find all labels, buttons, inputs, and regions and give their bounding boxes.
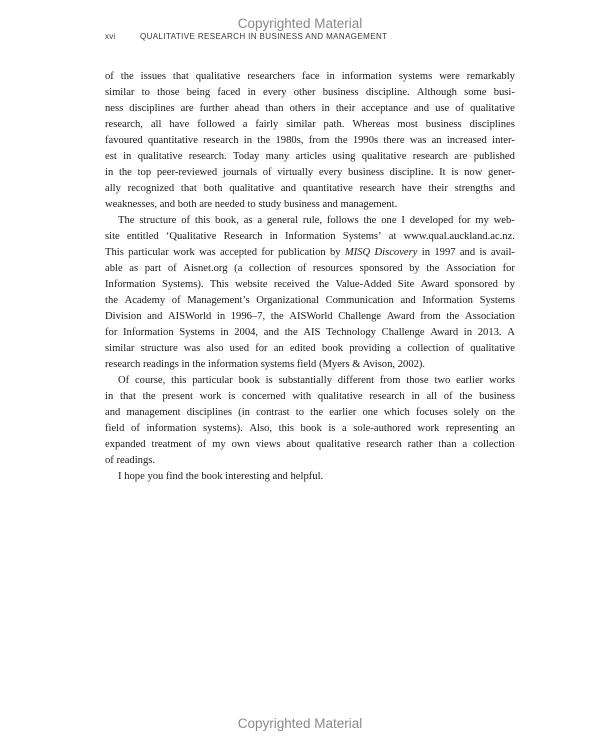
- text-line: similar structure was also used for an edited book providing a collection of qualitative: [105, 343, 515, 354]
- text-line: Information Systems). This website received the Value-Added Site Award sponsored by: [105, 279, 515, 290]
- copyright-watermark-top: Copyrighted Material: [237, 16, 363, 31]
- text-line: favoured quantitative research in the 1980s, from the 1990s there was an increased inter-: [105, 135, 515, 146]
- text-line: in the top peer-reviewed journals of virtually every business discipline. It is now gener-: [105, 167, 515, 178]
- text-line: ness disciplines are further ahead than others in their acceptance and use of qualitative: [105, 103, 515, 114]
- text-line: of readings.: [105, 455, 156, 466]
- text-line: Of course, this particular book is substantially different from those two earlier works: [118, 375, 515, 386]
- copyright-watermark-bottom: Copyrighted Material: [237, 716, 363, 731]
- text-line: site entitled ‘Qualitative Research in Information Systems’ at www.qual.auckland.ac.nz.: [105, 231, 515, 242]
- text-line: ally recognized that both qualitative and quantitative research have their strengths and: [105, 183, 515, 194]
- text-line: Division and AISWorld in 1996–7, the AISWorld Challenge Award from the Association: [105, 311, 515, 322]
- text-line: research readings in the information systems field (Myers & Avison, 2002).: [105, 359, 426, 370]
- text-line: This particular work was accepted for publication by MISQ Discovery in 1997 and is avail-: [105, 247, 515, 258]
- text-line: similar to those being faced in every other business discipline. Although some busi-: [105, 87, 515, 98]
- paragraph: [105, 373, 515, 469]
- text-line: the Academy of Management’s Organizational Communication and Information Systems: [105, 295, 515, 306]
- text-line: for Information Systems in 2004, and the AIS Technology Challenge Award in 2013. A: [105, 327, 515, 338]
- running-title: QUALITATIVE RESEARCH IN BUSINESS AND MANAGEMENT: [140, 32, 388, 41]
- paragraph: [105, 469, 515, 485]
- body-text: [105, 69, 515, 485]
- text-line: field of information systems). Also, this book is a sole-authored work representing an: [105, 423, 515, 434]
- text-line: able as part of Aisnet.org (a collection of resources sponsored by the Association for: [105, 263, 515, 274]
- text-line: est in qualitative research. Today many articles using qualitative research are published: [105, 151, 515, 162]
- text-line: The structure of this book, as a general rule, follows the one I developed for my web-: [118, 215, 515, 226]
- text-line: in that the present work is concerned with qualitative research in all of the business: [105, 391, 515, 402]
- text-line: of the issues that qualitative researchers face in information systems were remarkably: [105, 71, 515, 82]
- paragraph: [105, 69, 515, 213]
- text-line: and management disciplines (in contrast to the earlier one which focuses solely on the: [105, 407, 515, 418]
- text-line: weaknesses, and both are needed to study business and management.: [105, 199, 398, 210]
- running-head: [105, 32, 387, 42]
- text-line: expanded treatment of my own views about qualitative research rather than a collection: [105, 439, 515, 450]
- paragraph: [105, 213, 515, 373]
- text-line: I hope you find the book interesting and helpful.: [118, 471, 324, 482]
- text-line: research, all have followed a fairly similar path. Whereas most business disciplines: [105, 119, 515, 130]
- page-number: xvi: [105, 32, 116, 41]
